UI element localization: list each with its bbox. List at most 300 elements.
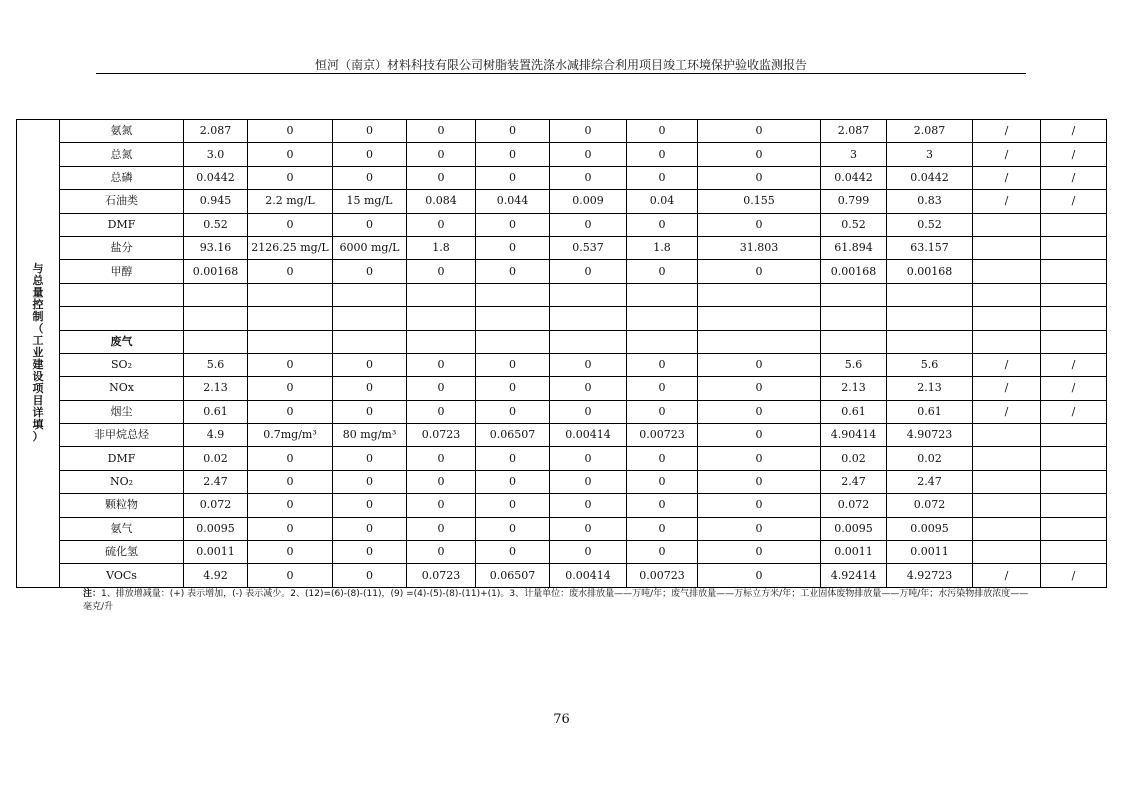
- table-cell: 0: [476, 353, 550, 376]
- table-cell: 93.16: [184, 236, 248, 259]
- pollutant-name-cell: [60, 307, 184, 330]
- table-cell: 0: [248, 143, 333, 166]
- table-cell: [407, 283, 476, 306]
- table-cell: [887, 283, 973, 306]
- pollutant-name-cell: DMF: [60, 213, 184, 236]
- table-cell: 0: [407, 143, 476, 166]
- side-label-char: 制: [32, 310, 44, 324]
- side-label-char: 量: [32, 286, 44, 300]
- table-cell: [973, 470, 1041, 493]
- table-cell: 0.61: [821, 400, 887, 423]
- table-cell: 2.2 mg/L: [248, 190, 333, 213]
- table-row: [17, 517, 1107, 540]
- table-cell: 63.157: [887, 236, 973, 259]
- table-cell: 0.00414: [550, 564, 627, 587]
- table-cell: [973, 283, 1041, 306]
- table-cell: 0.084: [407, 190, 476, 213]
- table-cell: 0: [698, 213, 821, 236]
- pollutant-name-cell: [60, 283, 184, 306]
- table-cell: [184, 330, 248, 353]
- table-cell: /: [1041, 143, 1107, 166]
- table-cell: 0: [476, 213, 550, 236]
- table-cell: [973, 517, 1041, 540]
- table-cell: 0.02: [887, 447, 973, 470]
- table-cell: 0: [550, 400, 627, 423]
- table-cell: 0.0723: [407, 564, 476, 587]
- table-cell: 2.087: [184, 120, 248, 143]
- table-cell: 0: [248, 120, 333, 143]
- table-row: [17, 470, 1107, 493]
- table-row: [17, 213, 1107, 236]
- table-cell: [973, 213, 1041, 236]
- table-cell: 4.90723: [887, 424, 973, 447]
- table-cell: 3: [887, 143, 973, 166]
- pollutant-name-cell: 烟尘: [60, 400, 184, 423]
- table-row: [17, 260, 1107, 283]
- table-cell: 0: [333, 400, 407, 423]
- table-cell: 0: [476, 541, 550, 564]
- table-cell: 0: [333, 517, 407, 540]
- table-cell: 0.0442: [887, 166, 973, 189]
- table-cell: [1041, 330, 1107, 353]
- table-cell: [1041, 447, 1107, 470]
- table-cell: 1.8: [407, 236, 476, 259]
- side-label-char: 建: [32, 358, 44, 372]
- pollutant-name-cell: 颗粒物: [60, 494, 184, 517]
- note-text: 1、排放增减量：(+) 表示增加，(-) 表示减少。2、(12)=(6)-(8)-(11)，(9) =(4)-(5)-(8)-(11)+(1)。3、计量单位：废水排放量——万吨/年；废气排放量——万标立方米/年；工业固体废物排放量——万吨/年；水污染物排放浓度——毫克/升: [83, 589, 1029, 612]
- side-label-char: 填: [32, 418, 44, 432]
- table-cell: [1041, 517, 1107, 540]
- pollutant-name-cell: 硫化氢: [60, 541, 184, 564]
- table-cell: [973, 424, 1041, 447]
- pollutant-name-cell: 总磷: [60, 166, 184, 189]
- table-cell: 0.0442: [184, 166, 248, 189]
- table-cell: 0.0011: [821, 541, 887, 564]
- table-cell: /: [1041, 190, 1107, 213]
- side-label-char: ）: [32, 430, 44, 444]
- report-header: 恒河（南京）材料科技有限公司树脂装置洗涤水减排综合利用项目竣工环境保护验收监测报告: [314, 58, 807, 72]
- table-cell: 61.894: [821, 236, 887, 259]
- table-cell: 0: [407, 377, 476, 400]
- pollutant-name-cell: 总氮: [60, 143, 184, 166]
- table-cell: 0: [407, 353, 476, 376]
- table-cell: 0.00723: [627, 564, 698, 587]
- table-cell: [627, 283, 698, 306]
- side-label-char: 业: [32, 346, 44, 360]
- table-cell: 0: [627, 120, 698, 143]
- table-row: [17, 166, 1107, 189]
- table-cell: 0.83: [887, 190, 973, 213]
- table-cell: 0: [698, 470, 821, 493]
- table-cell: 0.00723: [627, 424, 698, 447]
- table-cell: [1041, 260, 1107, 283]
- table-cell: 4.90414: [821, 424, 887, 447]
- table-cell: 0: [627, 494, 698, 517]
- pollutant-name-cell: DMF: [60, 447, 184, 470]
- table-cell: 0: [333, 143, 407, 166]
- table-cell: [476, 307, 550, 330]
- table-cell: 0.02: [821, 447, 887, 470]
- table-cell: 0: [333, 377, 407, 400]
- table-row: [17, 190, 1107, 213]
- table-cell: 0: [248, 564, 333, 587]
- table-cell: 2.47: [821, 470, 887, 493]
- table-cell: [698, 283, 821, 306]
- table-cell: 0.04: [627, 190, 698, 213]
- table-cell: [248, 307, 333, 330]
- table-cell: /: [1041, 377, 1107, 400]
- table-cell: 0.537: [550, 236, 627, 259]
- table-row: [17, 307, 1107, 330]
- table-cell: [550, 307, 627, 330]
- table-cell: [1041, 470, 1107, 493]
- side-label-char: 目: [32, 394, 44, 408]
- table-cell: 80 mg/m³: [333, 424, 407, 447]
- table-cell: 0: [698, 494, 821, 517]
- table-cell: 0: [698, 353, 821, 376]
- table-cell: 0.155: [698, 190, 821, 213]
- table-cell: 0: [476, 166, 550, 189]
- table-cell: 0: [550, 213, 627, 236]
- table-cell: 0: [248, 517, 333, 540]
- page-number: 76: [553, 712, 570, 727]
- table-cell: 0.009: [550, 190, 627, 213]
- table-cell: 0.7mg/m³: [248, 424, 333, 447]
- table-cell: 0.52: [887, 213, 973, 236]
- table-cell: [973, 330, 1041, 353]
- table-cell: 0: [550, 447, 627, 470]
- table-cell: 0: [698, 564, 821, 587]
- table-cell: 0: [333, 120, 407, 143]
- table-cell: 2.13: [184, 377, 248, 400]
- side-category-label: [17, 120, 60, 588]
- pollutant-name-cell: 氨气: [60, 517, 184, 540]
- table-cell: 0: [627, 470, 698, 493]
- table-cell: 0: [407, 447, 476, 470]
- table-cell: /: [973, 564, 1041, 587]
- table-cell: 0: [248, 447, 333, 470]
- table-row: [17, 541, 1107, 564]
- table-cell: 0.00168: [821, 260, 887, 283]
- table-cell: 3: [821, 143, 887, 166]
- table-cell: 0.0095: [821, 517, 887, 540]
- table-cell: 0.06507: [476, 424, 550, 447]
- table-cell: 0: [248, 400, 333, 423]
- table-cell: 2126.25 mg/L: [248, 236, 333, 259]
- table-cell: [407, 307, 476, 330]
- table-cell: 0: [333, 470, 407, 493]
- table-cell: 0.00168: [184, 260, 248, 283]
- table-cell: /: [1041, 166, 1107, 189]
- side-label-char: （: [32, 322, 44, 336]
- table-cell: 0.0442: [821, 166, 887, 189]
- pollutant-name-cell: 非甲烷总烃: [60, 424, 184, 447]
- pollutant-name-cell: VOCs: [60, 564, 184, 587]
- table-cell: 0.06507: [476, 564, 550, 587]
- table-cell: 0: [698, 541, 821, 564]
- table-cell: [973, 447, 1041, 470]
- table-cell: 0.0011: [184, 541, 248, 564]
- table-cell: 0: [627, 400, 698, 423]
- table-cell: 0: [333, 494, 407, 517]
- table-cell: 0: [627, 517, 698, 540]
- table-cell: /: [1041, 564, 1107, 587]
- table-cell: [550, 330, 627, 353]
- table-cell: 0: [550, 377, 627, 400]
- side-label-char: 工: [32, 334, 44, 348]
- table-cell: [407, 330, 476, 353]
- table-cell: /: [973, 166, 1041, 189]
- table-cell: [248, 283, 333, 306]
- table-cell: [1041, 236, 1107, 259]
- pollutant-name-cell: SO₂: [60, 353, 184, 376]
- table-cell: 0.00168: [887, 260, 973, 283]
- table-cell: 6000 mg/L: [333, 236, 407, 259]
- table-cell: [1041, 213, 1107, 236]
- table-cell: 5.6: [184, 353, 248, 376]
- table-cell: [333, 283, 407, 306]
- table-cell: 0.945: [184, 190, 248, 213]
- table-cell: 0.044: [476, 190, 550, 213]
- table-cell: 0: [476, 377, 550, 400]
- table-cell: 0: [407, 166, 476, 189]
- table-cell: 0: [698, 517, 821, 540]
- header-rule: [96, 73, 1026, 74]
- table-cell: 0: [407, 260, 476, 283]
- table-cell: [184, 307, 248, 330]
- side-label-char: 与: [32, 262, 44, 276]
- table-cell: 0.61: [887, 400, 973, 423]
- table-cell: 0: [407, 541, 476, 564]
- table-cell: [973, 260, 1041, 283]
- table-cell: 2.087: [887, 120, 973, 143]
- table-cell: 0: [407, 213, 476, 236]
- note-prefix: 注：: [83, 589, 102, 599]
- table-row: [17, 120, 1107, 143]
- table-cell: 0: [248, 377, 333, 400]
- table-cell: 1.8: [627, 236, 698, 259]
- table-cell: 0: [698, 377, 821, 400]
- table-cell: 5.6: [887, 353, 973, 376]
- table-cell: 0.0095: [887, 517, 973, 540]
- table-cell: [698, 330, 821, 353]
- table-cell: [550, 283, 627, 306]
- table-cell: 0: [550, 517, 627, 540]
- table-cell: 0: [407, 400, 476, 423]
- table-cell: [1041, 541, 1107, 564]
- table-cell: 0: [333, 541, 407, 564]
- table-cell: 0: [627, 541, 698, 564]
- table-cell: 0: [550, 541, 627, 564]
- table-cell: 0.0723: [407, 424, 476, 447]
- table-cell: 0.0011: [887, 541, 973, 564]
- table-row: [17, 564, 1107, 587]
- table-cell: 0: [248, 260, 333, 283]
- table-cell: 0: [627, 353, 698, 376]
- table-cell: /: [973, 400, 1041, 423]
- table-cell: /: [1041, 120, 1107, 143]
- table-cell: 15 mg/L: [333, 190, 407, 213]
- pollutant-name-cell: 盐分: [60, 236, 184, 259]
- table-cell: [973, 236, 1041, 259]
- side-label-char: 控: [32, 298, 44, 312]
- table-cell: 0: [550, 494, 627, 517]
- table-cell: 0: [476, 494, 550, 517]
- pollutant-name-cell: 石油类: [60, 190, 184, 213]
- table-cell: 0: [550, 166, 627, 189]
- table-cell: 4.92: [184, 564, 248, 587]
- table-cell: 0: [476, 400, 550, 423]
- table-cell: 0: [627, 447, 698, 470]
- pollutant-name-cell: NOx: [60, 377, 184, 400]
- table-cell: 0: [248, 470, 333, 493]
- table-cell: 0.61: [184, 400, 248, 423]
- table-cell: 0: [627, 377, 698, 400]
- table-cell: 0: [333, 353, 407, 376]
- table-cell: 0.52: [821, 213, 887, 236]
- table-cell: [973, 494, 1041, 517]
- table-cell: /: [973, 143, 1041, 166]
- table-cell: [821, 307, 887, 330]
- pollutant-emission-table: [16, 119, 1107, 588]
- table-cell: 0.072: [184, 494, 248, 517]
- table-cell: 4.92723: [887, 564, 973, 587]
- table-cell: 4.92414: [821, 564, 887, 587]
- table-cell: [333, 307, 407, 330]
- side-label-char: 项: [32, 382, 44, 396]
- table-cell: /: [973, 377, 1041, 400]
- table-cell: 0: [627, 143, 698, 166]
- table-cell: [1041, 283, 1107, 306]
- table-cell: [1041, 494, 1107, 517]
- table-cell: 31.803: [698, 236, 821, 259]
- table-cell: 0: [407, 494, 476, 517]
- table-cell: 4.9: [184, 424, 248, 447]
- pollutant-name-cell: 甲醇: [60, 260, 184, 283]
- table-cell: [1041, 307, 1107, 330]
- table-row: [17, 447, 1107, 470]
- table-cell: [627, 330, 698, 353]
- table-cell: 0: [698, 260, 821, 283]
- table-cell: 0: [698, 424, 821, 447]
- side-label-char: 详: [32, 406, 44, 420]
- table-row: [17, 377, 1107, 400]
- section-label-gas: 废气: [60, 330, 184, 353]
- table-cell: [476, 283, 550, 306]
- table-cell: [887, 330, 973, 353]
- table-cell: 0.072: [821, 494, 887, 517]
- table-cell: 0: [698, 120, 821, 143]
- table-cell: 0: [476, 517, 550, 540]
- table-cell: /: [1041, 400, 1107, 423]
- table-cell: 0: [476, 447, 550, 470]
- table-cell: 0: [698, 400, 821, 423]
- table-cell: 0.0095: [184, 517, 248, 540]
- table-cell: [887, 307, 973, 330]
- table-row: [17, 424, 1107, 447]
- table-cell: 5.6: [821, 353, 887, 376]
- table-cell: [698, 307, 821, 330]
- table-cell: 2.13: [821, 377, 887, 400]
- table-cell: 0: [248, 494, 333, 517]
- table-cell: [973, 307, 1041, 330]
- table-cell: [333, 330, 407, 353]
- table-cell: 0: [407, 470, 476, 493]
- table-cell: 2.47: [887, 470, 973, 493]
- table-cell: 0: [333, 260, 407, 283]
- table-cell: 0: [407, 120, 476, 143]
- pollutant-name-cell: NO₂: [60, 470, 184, 493]
- table-cell: 0: [407, 517, 476, 540]
- table-row: [17, 143, 1107, 166]
- side-label-char: 总: [32, 274, 44, 288]
- table-cell: 0: [627, 213, 698, 236]
- table-cell: 0: [333, 213, 407, 236]
- pollutant-name-cell: 氨氮: [60, 120, 184, 143]
- table-row: [17, 494, 1107, 517]
- table-cell: 0: [476, 470, 550, 493]
- table-cell: 0: [550, 470, 627, 493]
- table-cell: [476, 330, 550, 353]
- table-cell: /: [973, 120, 1041, 143]
- table-cell: 0: [627, 166, 698, 189]
- table-cell: 0: [550, 260, 627, 283]
- table-cell: [627, 307, 698, 330]
- table-cell: [973, 541, 1041, 564]
- table-cell: 2.087: [821, 120, 887, 143]
- table-row: [17, 400, 1107, 423]
- table-cell: 0: [333, 166, 407, 189]
- table-cell: 0.52: [184, 213, 248, 236]
- table-cell: [184, 283, 248, 306]
- table-cell: 0.072: [887, 494, 973, 517]
- table-cell: 0: [476, 236, 550, 259]
- table-cell: 0: [248, 541, 333, 564]
- table-cell: 0.799: [821, 190, 887, 213]
- table-cell: [821, 330, 887, 353]
- table-row: [17, 283, 1107, 306]
- table-cell: 0: [248, 353, 333, 376]
- table-cell: [821, 283, 887, 306]
- table-row: [17, 236, 1107, 259]
- table-cell: 0: [698, 166, 821, 189]
- table-row: [17, 353, 1107, 376]
- table-cell: [1041, 424, 1107, 447]
- table-cell: /: [973, 190, 1041, 213]
- table-cell: 0: [476, 143, 550, 166]
- table-cell: 0.00414: [550, 424, 627, 447]
- table-cell: 0: [550, 143, 627, 166]
- table-cell: 0: [698, 447, 821, 470]
- table-cell: /: [1041, 353, 1107, 376]
- table-cell: 0: [550, 353, 627, 376]
- table-cell: 0: [627, 260, 698, 283]
- table-cell: 0: [248, 213, 333, 236]
- table-cell: 0: [476, 260, 550, 283]
- side-label-char: 设: [32, 370, 44, 384]
- table-cell: 0: [550, 120, 627, 143]
- table-row: [17, 330, 1107, 353]
- table-cell: 0: [333, 564, 407, 587]
- table-cell: [248, 330, 333, 353]
- table-cell: 2.47: [184, 470, 248, 493]
- table-cell: 3.0: [184, 143, 248, 166]
- table-cell: 0: [476, 120, 550, 143]
- table-cell: /: [973, 353, 1041, 376]
- table-cell: 2.13: [887, 377, 973, 400]
- table-cell: 0.02: [184, 447, 248, 470]
- table-footnote: [83, 588, 1033, 614]
